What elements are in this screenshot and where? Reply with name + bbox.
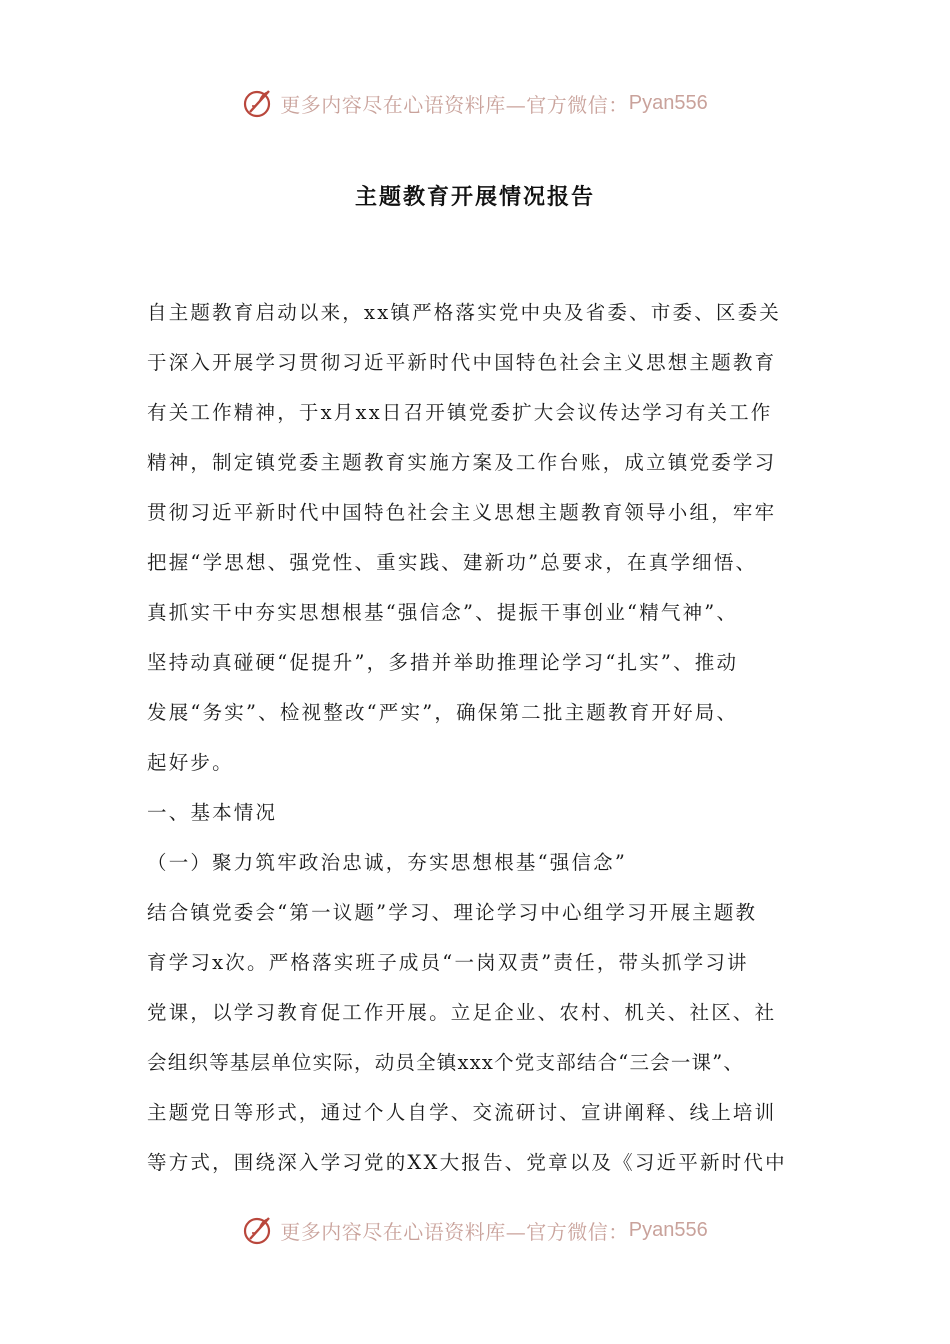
body-line: 起好步。 — [147, 751, 234, 774]
body-line: 有关工作精神，于x月xx日召开镇党委扩大会议传达学习有关工作 — [147, 401, 773, 424]
document-title: 主题教育开展情况报告 — [354, 184, 595, 210]
body-line: 坚持动真碰硬“促提升”，多措并举助推理论学习“扎实”、推动 — [147, 651, 739, 674]
watermark-text: 更多内容尽在心语资料库—官方微信： — [280, 1219, 629, 1244]
body-line: 把握“学思想、强党性、重实践、建新功”总要求，在真学细悟、 — [147, 551, 758, 574]
body-line: 育学习x次。严格落实班子成员“一岗双责”责任，带头抓学习讲 — [147, 951, 749, 974]
watermark-text: 更多内容尽在心语资料库—官方微信： — [280, 92, 629, 117]
watermark-id: Pyan556 — [628, 91, 708, 114]
body-line: 会组织等基层单位实际，动员全镇xxx个党支部结合“三会一课”、 — [147, 1051, 745, 1074]
body-line: 等方式，围绕深入学习党的XX大报告、党章以及《习近平新时代中 — [147, 1151, 787, 1174]
quill-logo-icon — [242, 86, 276, 120]
body-line: 结合镇党委会“第一议题”学习、理论学习中心组学习开展主题教 — [147, 901, 758, 924]
body-line: 于深入开展学习贯彻习近平新时代中国特色社会主义思想主题教育 — [147, 351, 777, 374]
body-line: 真抓实干中夯实思想根基“强信念”、提振干事创业“精气神”、 — [147, 601, 739, 624]
body-line: 精神，制定镇党委主题教育实施方案及工作台账，成立镇党委学习 — [147, 451, 777, 474]
subsection-heading: （一）聚力筑牢政治忠诚，夯实思想根基“强信念” — [147, 851, 628, 874]
watermark-footer — [0, 1210, 950, 1250]
body-line: 贯彻习近平新时代中国特色社会主义思想主题教育领导小组，牢牢 — [147, 501, 777, 524]
body-line: 自主题教育启动以来，xx镇严格落实党中央及省委、市委、区委关 — [147, 301, 781, 324]
section-heading: 一、基本情况 — [147, 801, 278, 824]
watermark-id: Pyan556 — [628, 1218, 708, 1241]
document-body — [147, 288, 817, 1188]
body-line: 主题党日等形式，通过个人自学、交流研讨、宣讲阐释、线上培训 — [147, 1101, 777, 1124]
watermark-header — [0, 83, 950, 123]
quill-logo-icon — [242, 1213, 276, 1247]
body-line: 发展“务实”、检视整改“严实”，确保第二批主题教育开好局、 — [147, 701, 739, 724]
body-line: 党课，以学习教育促工作开展。立足企业、农村、机关、社区、社 — [147, 1001, 777, 1024]
